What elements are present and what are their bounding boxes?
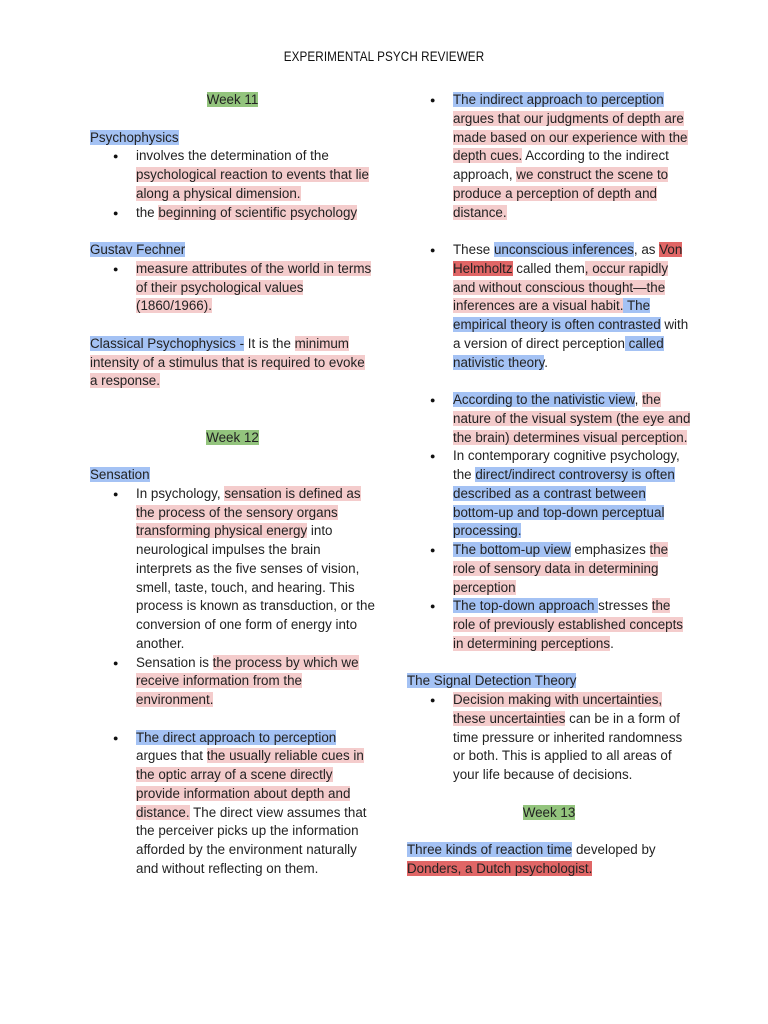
list-item: ● The bottom-up view emphasizes the role of sensory data in determining perception <box>407 541 691 597</box>
signal-detection-term: The Signal Detection Theory <box>407 673 577 689</box>
reaction-time-paragraph: Three kinds of reaction time developed by Donders, a Dutch psychologist. <box>407 842 656 876</box>
list-item: ● According to the nativistic view, the nature of the visual system (the eye and the brain) determines visual perception. <box>407 391 691 447</box>
week-12-heading: Week 12 <box>206 429 259 445</box>
list-item: ● the beginning of scientific psychology <box>90 204 375 223</box>
list-item: ● The top-down approach stresses the role of previously established concepts in determining perceptions. <box>407 597 691 653</box>
list-item: ● measure attributes of the world in terms of their psychological values (1860/1966). <box>90 260 375 316</box>
week-13-heading: Week 13 <box>522 804 576 820</box>
list-item: ● Sensation is the process by which we receive information from the environment. <box>90 654 375 710</box>
list-item: ● involves the determination of the psychological reaction to events that lie along a physical dimension. <box>90 147 375 203</box>
right-column <box>407 91 691 879</box>
document-title: EXPERIMENTAL PSYCH REVIEWER <box>283 49 485 64</box>
list-item: ● The indirect approach to perception argues that our judgments of depth are made based on our experience with the depth cues. According to the indirect approach, we construct the scene to produce a perception of depth and distance. <box>407 91 691 222</box>
classical-psychophysics-paragraph: Classical Psychophysics - It is the minimum intensity of a stimulus that is required to evoke a response. <box>90 335 365 389</box>
psychophysics-term: Psychophysics <box>90 129 179 145</box>
list-item: ● These unconscious inferences, as Von Helmholtz called them, occur rapidly and without conscious thought—the inferences are a visual habit. The empirical theory is often contrasted with a version of direct perception called nativistic theory. <box>407 241 691 372</box>
left-column <box>90 91 375 879</box>
sensation-term: Sensation <box>90 467 150 482</box>
list-item: ● Decision making with uncertainties, these uncertainties can be in a form of time pressure or inherited randomness or both. This is applied to all areas of your life because of decisions. <box>407 691 691 785</box>
fechner-term: Gustav Fechner <box>90 242 186 257</box>
week-11-heading: Week 11 <box>206 92 259 107</box>
list-item: ● The direct approach to perception argues that the usually reliable cues in the optic array of a scene directly provide information about depth and distance. The direct view assumes that the perceiver picks up the information afforded by the environment naturally and without reflecting on them. <box>90 729 375 879</box>
list-item: ● In contemporary cognitive psychology, the direct/indirect controversy is often described as a contrast between bottom-up and top-down perceptual processing. <box>407 447 691 541</box>
list-item: ● In psychology, sensation is defined as the process of the sensory organs transforming physical energy into neurological impulses the brain interprets as the five senses of vision, smell, taste, touch, and hearing. This process is known as transduction, or the conversion of one form of energy into another. <box>90 485 375 654</box>
